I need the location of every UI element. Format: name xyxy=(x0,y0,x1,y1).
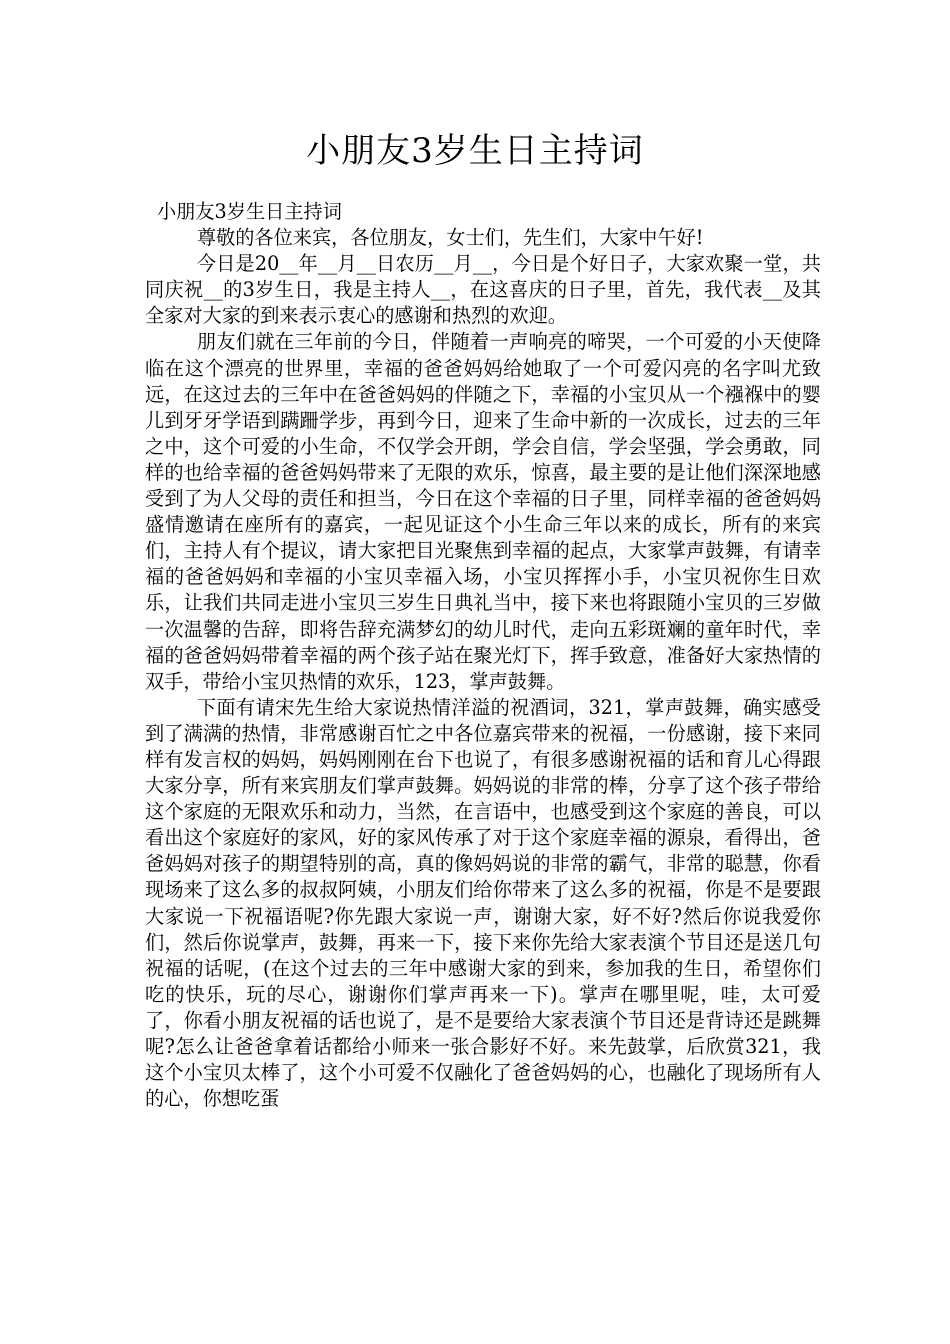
document-subtitle: 小朋友3岁生日主持词 xyxy=(157,200,342,223)
paragraph-opening: 今日是20__年__月__日农历__月__，今日是个好日子，大家欢聚一堂，共同庆祝__的3岁生日，我是主持人__，在这喜庆的日子里，首先，我代表__及其全家对大家的到来表示衷心的感谢和热烈的欢迎。 xyxy=(145,252,821,328)
document-title: 小朋友3岁生日主持词 xyxy=(306,131,644,171)
paragraph-story: 朋友们就在三年前的今日，伴随着一声响亮的啼哭，一个可爱的小天使降临在这个漂亮的世界里，幸福的爸爸妈妈给她取了一个可爱闪亮的名字叫尤致远，在这过去的三年中在爸爸妈妈的伴随之下，幸福的小宝贝从一个襁褓中的婴儿到牙牙学语到蹒跚学步，再到今日，迎来了生命中新的一次成长，过去的三年之中，这个可爱的小生命，不仅学会开朗，学会自信，学会坚强，学会勇敢，同样的也给幸福的爸爸妈妈带来了无限的欢乐，惊喜，最主要的是让他们深深地感受到了为人父母的责任和担当，今日在这个幸福的日子里，同样幸福的爸爸妈妈盛情邀请在座所有的嘉宾，一起见证这个小生命三年以来的成长，所有的来宾们，主持人有个提议，请大家把目光聚焦到幸福的起点，大家掌声鼓舞，有请幸福的爸爸妈妈和幸福的小宝贝幸福入场，小宝贝挥挥小手，小宝贝祝你生日欢乐，让我们共同走进小宝贝三岁生日典礼当中，接下来也将跟随小宝贝的三岁做一次温馨的告辞，即将告辞充满梦幻的幼儿时代，走向五彩斑斓的童年时代，幸福的爸爸妈妈带着幸福的两个孩子站在聚光灯下，挥手致意，准备好大家热情的双手，带给小宝贝热情的欢乐，123，掌声鼓舞。 xyxy=(145,330,821,693)
paragraph-greeting: 尊敬的各位来宾，各位朋友，女士们，先生们，大家中午好! xyxy=(196,226,704,250)
document-body xyxy=(145,199,821,1112)
paragraph-toast: 下面有请宋先生给大家说热情洋溢的祝酒词，321，掌声鼓舞，确实感受到了满满的热情，非常感谢百忙之中各位嘉宾带来的祝福，一份感谢，接下来同样有发言权的妈妈，妈妈刚刚在台下也说了，有很多感谢祝福的话和育儿心得跟大家分享，所有来宾朋友们掌声鼓舞。妈妈说的非常的棒，分享了这个孩子带给这个家庭的无限欢乐和动力，当然，在言语中，也感受到这个家庭的善良，可以看出这个家庭好的家风，好的家风传承了对于这个家庭幸福的源泉，看得出，爸爸妈妈对孩子的期望特别的高，真的像妈妈说的非常的霸气，非常的聪慧，你看现场来了这么多的叔叔阿姨，小朋友们给你带来了这么多的祝福，你是不是要跟大家说一下祝福语呢?你先跟大家说一声，谢谢大家，好不好?然后你说我爱你们，然后你说掌声，鼓舞，再来一下，接下来你先给大家表演个节目还是送几句祝福的话呢，(在这个过去的三年中感谢大家的到来，参加我的生日，希望你们吃的快乐，玩的尽心，谢谢你们掌声再来一下)。掌声在哪里呢，哇，太可爱了，你看小朋友祝福的话也说了，是不是要给大家表演个节目还是背诗还是跳舞呢?怎么让爸爸拿着话都给小师来一张合影好不好。来先鼓掌，后欣赏321，我这个小宝贝太棒了，这个小可爱不仅融化了爸爸妈妈的心，也融化了现场所有人的心，你想吃蛋 xyxy=(145,695,821,1111)
